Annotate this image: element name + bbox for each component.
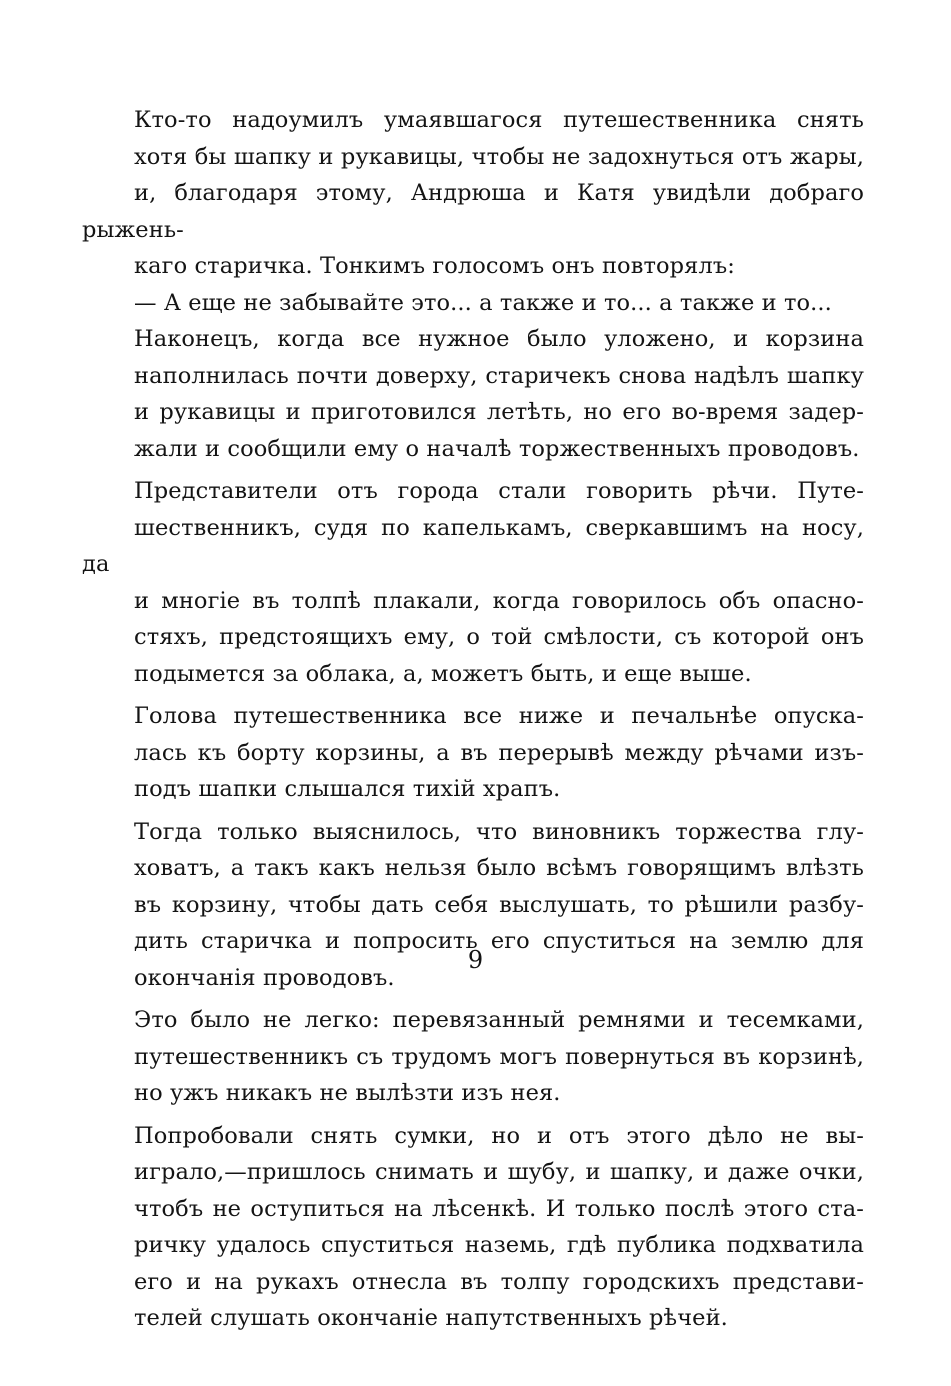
paragraph-7 — [82, 1002, 864, 1112]
paragraph-8 — [82, 1118, 864, 1337]
text-line: и рукавицы и приготовился летѣть, но его во-время задер- — [134, 399, 864, 425]
text-line: путешественникъ съ трудомъ могъ повернуться въ корзинѣ, — [134, 1043, 864, 1070]
paragraph-3 — [82, 321, 864, 467]
text-line: — А еще не забывайте это... а также и то... а также и то... — [134, 289, 832, 316]
text-line: Попробовали снять сумки, но и отъ этого дѣло не вы- — [134, 1122, 864, 1149]
text-line: ховатъ, а такъ какъ нельзя было всѣмъ говорящимъ влѣзть — [134, 855, 864, 881]
paragraph-4 — [82, 473, 864, 692]
text-line: телей слушать окончаніе напутственныхъ рѣчей. — [134, 1305, 728, 1331]
paragraph-5 — [82, 698, 864, 808]
text-line: лась къ борту корзины, а въ перерывѣ между рѣчами изъ- — [134, 739, 864, 766]
text-line: но ужъ никакъ не вылѣзти изъ нея. — [134, 1080, 561, 1106]
text-line: наполнилась почти доверху, старичекъ снова надѣлъ шапку — [134, 362, 864, 389]
text-line: Кто-то надоумилъ умаявшагося путешественника снять — [134, 107, 864, 133]
text-line: и, благодаря этому, Андрюша и Катя увидѣли добраго рыжень- — [82, 180, 864, 243]
text-line: шественникъ, судя по капелькамъ, сверкавшимъ на носу, да — [82, 514, 864, 577]
text-line: Это было не легко: перевязанный ремнями и тесемками, — [134, 1007, 864, 1033]
text-line: жали и сообщили ему о началѣ торжественныхъ проводовъ. — [134, 435, 860, 462]
text-line: Наконецъ, когда все нужное было уложено, и корзина — [134, 326, 864, 352]
text-line: каго старичка. Тонкимъ голосомъ онъ повторялъ: — [134, 253, 735, 279]
text-line: его и на рукахъ отнесла въ толпу городскихъ представи- — [134, 1268, 864, 1295]
text-line: подъ шапки слышался тихій храпъ. — [134, 776, 561, 802]
text-line: Представители отъ города стали говорить рѣчи. Путе- — [134, 478, 864, 504]
text-block — [82, 102, 864, 1337]
text-line: чтобъ не оступиться на лѣсенкѣ. И только послѣ этого ста- — [134, 1195, 864, 1222]
text-line: стяхъ, предстоящихъ ему, о той смѣлости, съ которой онъ — [134, 624, 864, 650]
text-line: играло,—пришлось снимать и шубу, и шапку, и даже очки, — [134, 1159, 864, 1185]
text-line: ричку удалось спуститься наземь, гдѣ публика подхватила — [134, 1232, 864, 1258]
text-line: подымется за облака, а, можетъ быть, и еще выше. — [134, 660, 752, 687]
text-line: и многіе въ толпѣ плакали, когда говорилось объ опасно- — [134, 587, 864, 614]
text-line: окончанія проводовъ. — [134, 964, 395, 991]
text-line: Голова путешественника все ниже и печальнѣе опуска- — [134, 703, 864, 729]
text-line: Тогда только выяснилось, что виновникъ торжества глу- — [134, 818, 864, 845]
text-line: дить старичка и попросить его спуститься на землю для — [134, 928, 864, 954]
text-line: въ корзину, чтобы дать себя выслушать, то рѣшили разбу- — [134, 891, 864, 918]
text-line: хотя бы шапку и рукавицы, чтобы не задохнуться отъ жары, — [134, 143, 864, 170]
paragraph-1 — [82, 102, 864, 285]
page-number: 9 — [467, 946, 484, 974]
paragraph-2 — [82, 285, 864, 322]
